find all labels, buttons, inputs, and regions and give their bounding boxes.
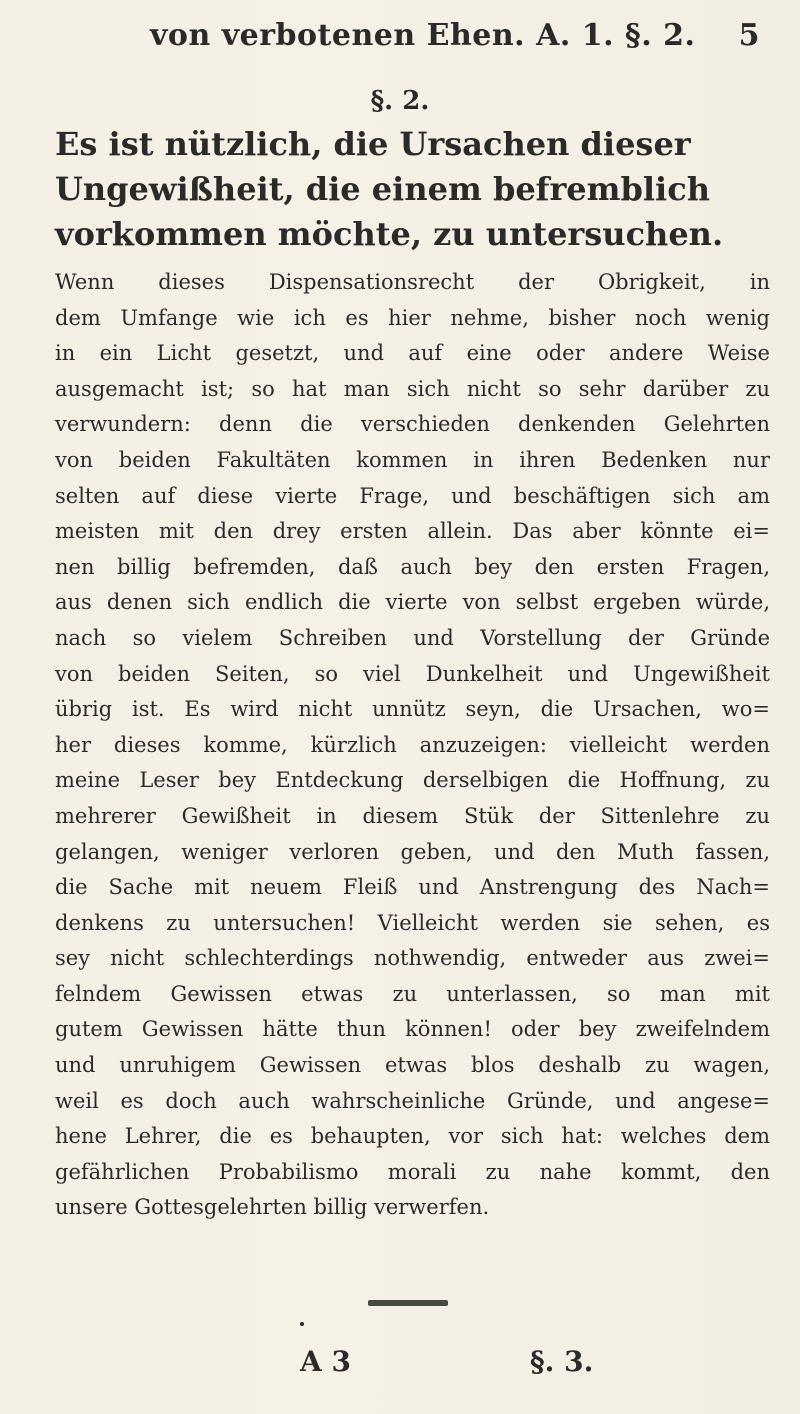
text-line: Wenn dieses Dispensationsrecht der Obrigkeit, in [55,270,770,294]
text-line: her dieses komme, kürzlich anzuzeigen: vielleicht werden [55,732,770,757]
text-line: von beiden Fakultäten kommen in ihren Bedenken nur [55,447,770,472]
text-line: unsere Gottesgelehrten billig verwerfen. [55,1195,490,1220]
signature-mark: A 3 [300,1345,351,1378]
section-number: §. 2. [370,86,430,116]
page-number: 5 [738,18,760,53]
catchword: §. 3. [530,1345,594,1378]
text-line: verwundern: denn die verschieden denkenden Gelehrten [55,412,770,437]
running-head [150,18,760,53]
text-line: mehrerer Gewißheit in diesem Stük der Sittenlehre zu [55,803,770,828]
body-paragraph [55,265,770,1226]
text-line: von beiden Seiten, so viel Dunkelheit und Ungewißheit [55,661,770,686]
ornamental-divider [368,1300,448,1306]
text-line: dem Umfange wie ich es hier nehme, bisher noch wenig [55,305,770,330]
text-line: gefährlichen Probabilismo morali zu nahe kommt, den [55,1159,770,1184]
text-line: gutem Gewissen hätte thun können! oder bey zweifelndem [55,1017,770,1042]
text-line: aus denen sich endlich die vierte von selbst ergeben würde, [55,590,770,615]
text-line: ausgemacht ist; so hat man sich nicht so sehr darüber zu [55,376,770,401]
text-line: hene Lehrer, die es behaupten, vor sich hat: welches dem [55,1124,770,1149]
printer-dot [300,1322,304,1326]
text-line: gelangen, weniger verloren geben, und den Muth fassen, [55,839,770,864]
text-line: sey nicht schlechterdings nothwendig, entweder aus zwei= [55,946,770,971]
text-line: die Sache mit neuem Fleiß und Anstrengung des Nach= [55,875,770,900]
text-line: meine Leser bey Entdeckung derselbigen die Hoffnung, zu [55,768,770,793]
text-line: in ein Licht gesetzt, und auf eine oder andere Weise [55,341,770,366]
section-heading: Es ist nützlich, die Ursachen dieser Ungewißheit, die einem befremblich vorkommen möchte, zu untersuchen. [55,125,724,253]
text-line: weil es doch auch wahrscheinliche Gründe, und angese= [55,1088,770,1113]
text-line: denkens zu untersuchen! Vielleicht werden sie sehen, es [55,910,770,935]
running-head-title: von verbotenen Ehen. A. 1. §. 2. [150,18,696,53]
text-line: felndem Gewissen etwas zu unterlassen, so man mit [55,981,770,1006]
text-line: und unruhigem Gewissen etwas blos deshalb zu wagen, [55,1053,770,1078]
text-line: nen billig befremden, daß auch bey den ersten Fragen, [55,554,770,579]
text-line: selten auf diese vierte Frage, und beschäftigen sich am [55,483,770,508]
text-line: meisten mit den drey ersten allein. Das aber könnte ei= [55,519,770,544]
text-line: übrig ist. Es wird nicht unnütz seyn, die Ursachen, wo= [55,697,770,722]
text-line: nach so vielem Schreiben und Vorstellung der Gründe [55,625,770,650]
